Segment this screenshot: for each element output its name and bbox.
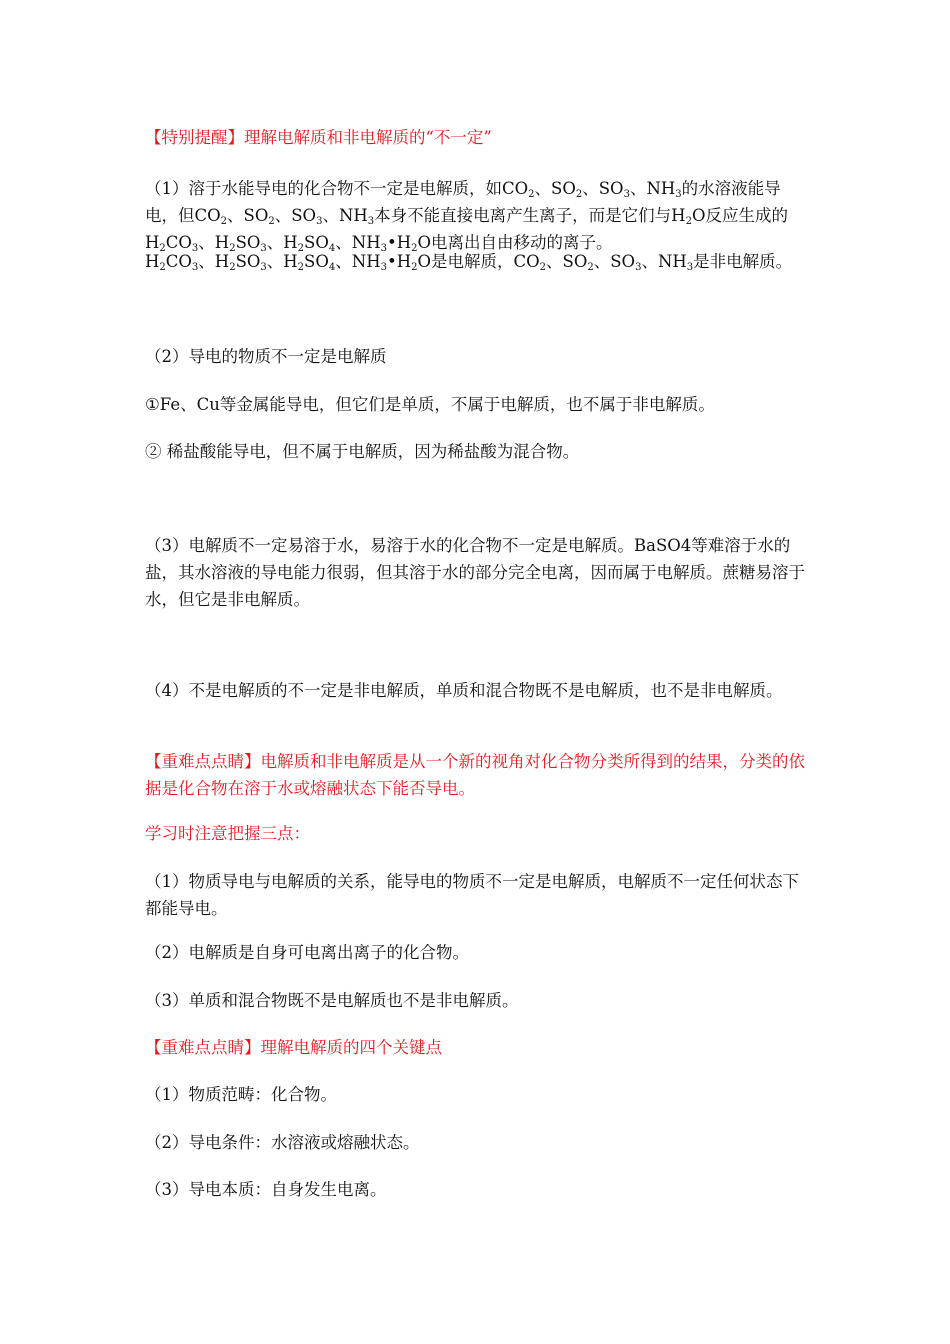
keypoint-heading-2: 【重难点点睛】理解电解质的四个关键点	[145, 1038, 442, 1057]
keypoint-heading-1: 【重难点点睛】电解质和非电解质是从一个新的视角对化合物分类所得到的结果，分类的依据是化合物在溶于水或熔融状态下能否导电。	[145, 752, 805, 798]
list-item: （3）单质和混合物既不是电解质也不是非电解质。	[145, 991, 519, 1010]
list-item: （1）物质导电与电解质的关系，能导电的物质不一定是电解质，电解质不一定任何状态下都能导电。	[145, 872, 799, 918]
paragraph-3: （3）电解质不一定易溶于水，易溶于水的化合物不一定是电解质。BaSO4等难溶于水的盐，其水溶液的导电能力很弱，但其溶于水的部分完全电离，因而属于电解质。蔗糖易溶于水，但它是非电解质。	[145, 536, 805, 609]
paragraph-2b: ② 稀盐酸能导电，但不属于电解质，因为稀盐酸为混合物。	[145, 442, 580, 461]
list-item: （1）物质范畴：化合物。	[145, 1085, 337, 1104]
paragraph-1b: $H_2CO_3$、$H_2SO_3$、$H_2SO_4$、$NH_3•H_2O$是电解质，$CO_2$、$SO_2$、$SO_3$、$NH_3$是非电解质。	[145, 252, 793, 273]
reminder-heading: 【特别提醒】理解电解质和非电解质的“不一定”	[145, 128, 492, 147]
keypoint-subheading: 学习时注意把握三点：	[145, 824, 310, 843]
list-item: （3）导电本质：自身发生电离。	[145, 1180, 387, 1199]
list-item: （2）导电条件：水溶液或熔融状态。	[145, 1133, 420, 1152]
list-item: （2）电解质是自身可电离出离子的化合物。	[145, 943, 469, 962]
paragraph-2: （2）导电的物质不一定是电解质	[145, 347, 387, 366]
paragraph-2a: ①Fe、Cu等金属能导电，但它们是单质，不属于电解质，也不属于非电解质。	[145, 395, 715, 414]
paragraph-1: （1）溶于水能导电的化合物不一定是电解质，如$CO_2$、$SO_2$、$SO_3$、$NH_3$的水溶液能导电，但$CO_2$、$SO_2$、$SO_3$、$NH_3$本身不能直接电离产生离子，而是它们与$H_2O$反应生成的$H_2CO_3$、$H_2SO_3$、$H_2SO_4$、$NH_3•H_2O$电离出自由移动的离子。	[145, 179, 788, 254]
paragraph-4: （4）不是电解质的不一定是非电解质，单质和混合物既不是电解质，也不是非电解质。	[145, 681, 783, 700]
